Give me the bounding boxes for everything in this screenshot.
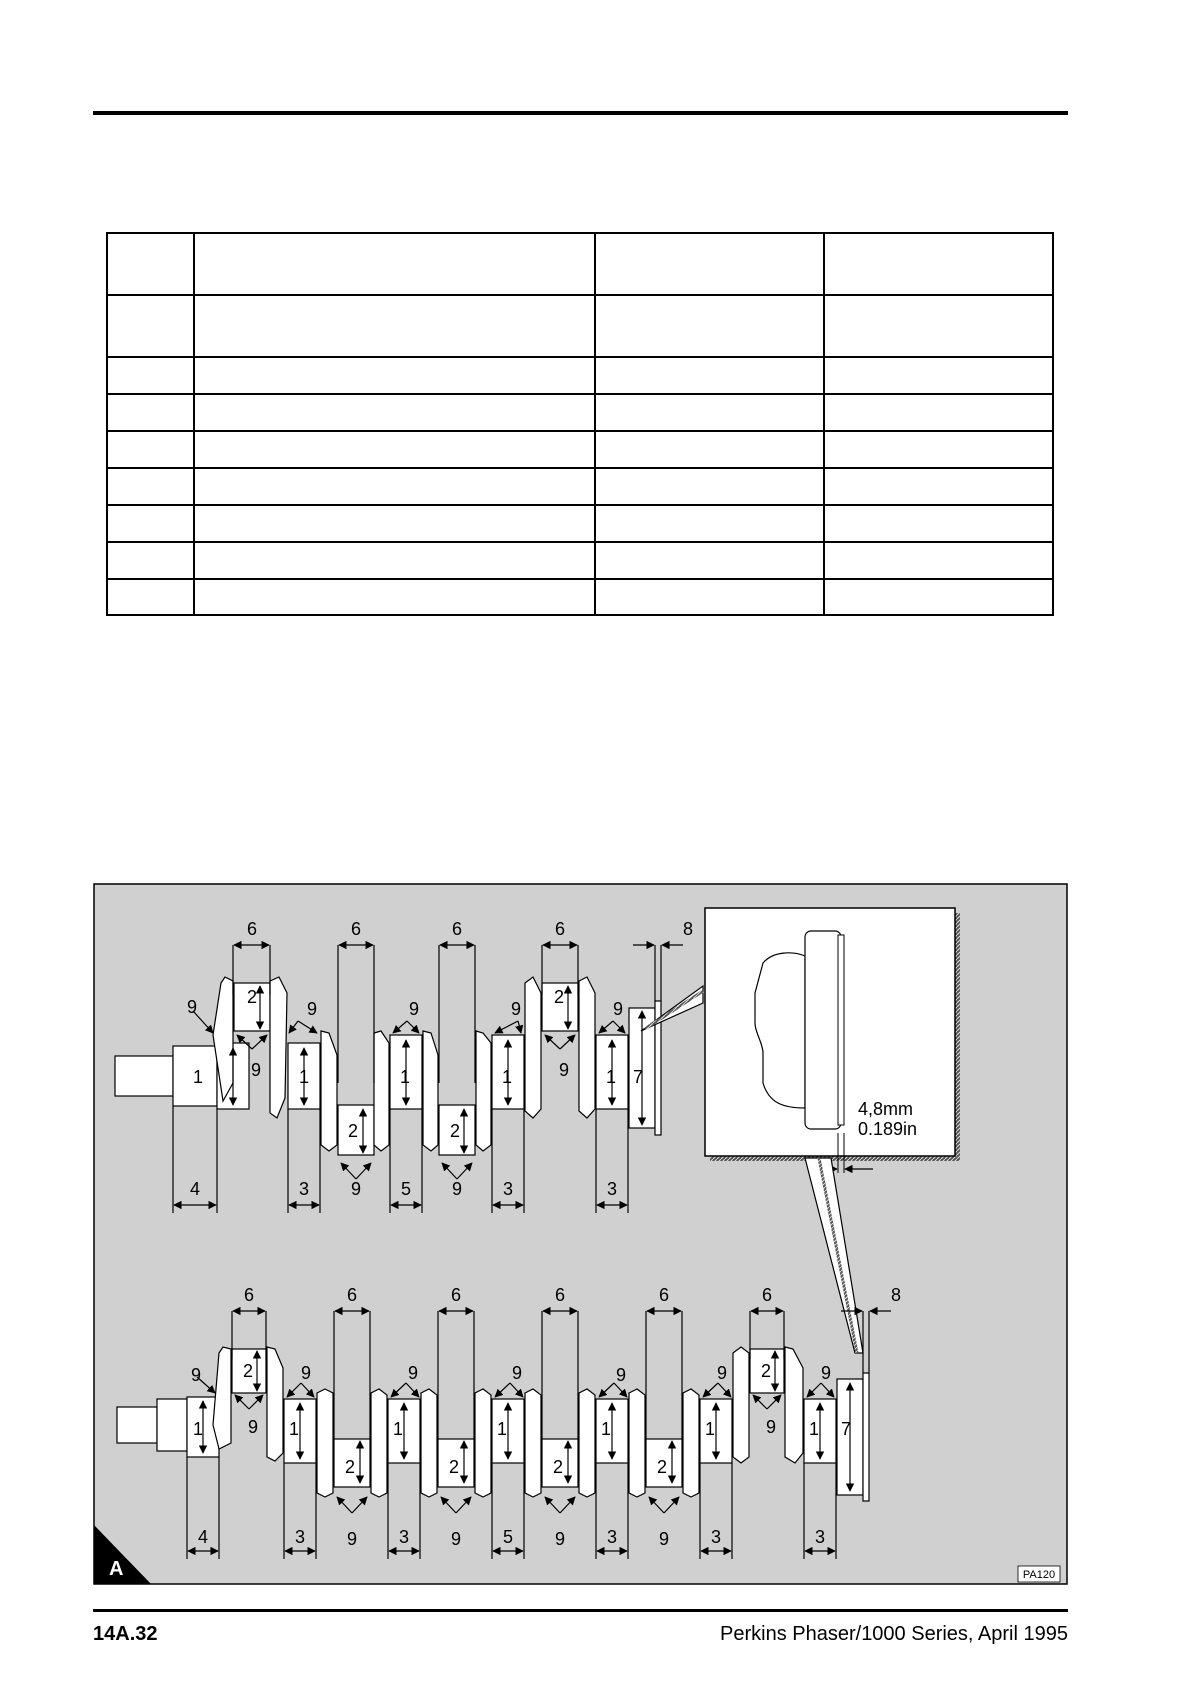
svg-text:1: 1 bbox=[809, 1419, 820, 1439]
table-cell bbox=[107, 431, 194, 468]
lower-dim-6f: 6 bbox=[761, 1285, 773, 1305]
svg-text:9: 9 bbox=[717, 1363, 728, 1383]
table-cell bbox=[107, 579, 194, 615]
table-cell bbox=[824, 431, 1053, 468]
svg-text:9: 9 bbox=[191, 1365, 202, 1385]
svg-text:1: 1 bbox=[705, 1419, 716, 1439]
lower-dim-6e: 6 bbox=[658, 1285, 670, 1305]
svg-text:1: 1 bbox=[497, 1419, 508, 1439]
svg-text:PA120: PA120 bbox=[1022, 1569, 1056, 1581]
table-cell bbox=[595, 357, 825, 394]
table-cell bbox=[595, 431, 825, 468]
table-cell bbox=[595, 468, 825, 505]
svg-text:9: 9 bbox=[307, 999, 318, 1019]
svg-text:A: A bbox=[109, 1558, 124, 1580]
svg-text:2: 2 bbox=[345, 1457, 356, 1477]
lower-bdim-i: 9 bbox=[658, 1529, 670, 1549]
svg-text:9: 9 bbox=[409, 999, 420, 1019]
upper-bdim-d: 5 bbox=[400, 1179, 412, 1199]
table-cell bbox=[194, 468, 595, 505]
table-cell bbox=[107, 505, 194, 542]
svg-text:9: 9 bbox=[301, 1363, 312, 1383]
upper-bdim-c: 9 bbox=[350, 1179, 362, 1199]
header-rule bbox=[93, 111, 1068, 115]
lower-bdim-f: 5 bbox=[502, 1527, 514, 1547]
svg-text:2: 2 bbox=[657, 1457, 668, 1477]
svg-text:9: 9 bbox=[248, 1417, 259, 1437]
lower-bdim-e: 9 bbox=[450, 1529, 462, 1549]
upper-bdim-f: 3 bbox=[502, 1179, 514, 1199]
svg-text:2: 2 bbox=[761, 1361, 772, 1381]
svg-text:9: 9 bbox=[613, 999, 624, 1019]
lower-bdim-g: 9 bbox=[554, 1529, 566, 1549]
lower-bdim-c: 9 bbox=[346, 1529, 358, 1549]
svg-text:2: 2 bbox=[449, 1457, 460, 1477]
lower-bdim-k: 3 bbox=[814, 1527, 826, 1547]
table-row bbox=[107, 431, 1053, 468]
svg-text:9: 9 bbox=[766, 1417, 777, 1437]
table-row bbox=[107, 505, 1053, 542]
lower-dim-6a: 6 bbox=[243, 1285, 255, 1305]
svg-text:9: 9 bbox=[559, 1060, 570, 1080]
lower-dim-6c: 6 bbox=[450, 1285, 462, 1305]
svg-text:7: 7 bbox=[633, 1067, 644, 1087]
upper-dim-6d: 6 bbox=[554, 919, 566, 939]
svg-text:2: 2 bbox=[553, 1457, 564, 1477]
lower-dim-8: 8 bbox=[890, 1285, 902, 1305]
table-cell bbox=[824, 233, 1053, 295]
table-cell bbox=[824, 357, 1053, 394]
upper-bdim-b: 3 bbox=[298, 1179, 310, 1199]
table-row bbox=[107, 357, 1053, 394]
table-row bbox=[107, 579, 1053, 615]
svg-text:9: 9 bbox=[821, 1363, 832, 1383]
svg-text:2: 2 bbox=[348, 1121, 359, 1141]
upper-dim-6c: 6 bbox=[451, 919, 463, 939]
upper-dim-6a: 6 bbox=[246, 919, 258, 939]
table-cell bbox=[824, 394, 1053, 431]
table-row bbox=[107, 295, 1053, 357]
svg-text:9: 9 bbox=[512, 1363, 523, 1383]
svg-text:7: 7 bbox=[841, 1419, 852, 1439]
svg-text:9: 9 bbox=[251, 1060, 262, 1080]
upper-bdim-a: 4 bbox=[189, 1179, 201, 1199]
upper-dim-8: 8 bbox=[682, 919, 694, 939]
svg-text:9: 9 bbox=[616, 1365, 627, 1385]
table-cell bbox=[595, 233, 825, 295]
table-cell bbox=[107, 233, 194, 295]
table-cell bbox=[194, 579, 595, 615]
table-cell bbox=[824, 579, 1053, 615]
table-row bbox=[107, 394, 1053, 431]
svg-text:2: 2 bbox=[554, 987, 565, 1007]
svg-text:9: 9 bbox=[511, 999, 522, 1019]
svg-text:1: 1 bbox=[193, 1419, 204, 1439]
svg-text:2: 2 bbox=[247, 987, 258, 1007]
table-cell bbox=[595, 542, 825, 579]
svg-text:1: 1 bbox=[193, 1067, 204, 1087]
upper-bdim-e: 9 bbox=[451, 1179, 463, 1199]
page-number: 14A.32 bbox=[93, 1623, 158, 1645]
upper-dim-6b: 6 bbox=[350, 919, 362, 939]
table-cell bbox=[194, 431, 595, 468]
table-cell bbox=[107, 295, 194, 357]
table-cell bbox=[194, 357, 595, 394]
svg-text:1: 1 bbox=[400, 1067, 411, 1087]
table-cell bbox=[194, 505, 595, 542]
publication-title: Perkins Phaser/1000 Series, April 1995 bbox=[720, 1623, 1068, 1645]
svg-text:1: 1 bbox=[502, 1067, 513, 1087]
table-cell bbox=[194, 295, 595, 357]
inset-in-label: 0.189in bbox=[858, 1119, 918, 1139]
table-cell bbox=[107, 357, 194, 394]
table-cell bbox=[595, 394, 825, 431]
table-row bbox=[107, 233, 1053, 295]
table-cell bbox=[824, 542, 1053, 579]
svg-text:1: 1 bbox=[393, 1419, 404, 1439]
table-cell bbox=[107, 468, 194, 505]
lower-bdim-j: 3 bbox=[710, 1527, 722, 1547]
svg-text:9: 9 bbox=[187, 997, 198, 1017]
crankshaft-figure bbox=[93, 883, 1068, 1585]
footer-rule bbox=[93, 1609, 1068, 1612]
lower-bdim-a: 4 bbox=[197, 1527, 209, 1547]
table-row bbox=[107, 542, 1053, 579]
table-cell bbox=[595, 505, 825, 542]
lower-bdim-b: 3 bbox=[294, 1527, 306, 1547]
table-cell bbox=[595, 579, 825, 615]
lower-dim-6d: 6 bbox=[554, 1285, 566, 1305]
lower-bdim-h: 3 bbox=[606, 1527, 618, 1547]
table-cell bbox=[107, 394, 194, 431]
table-cell bbox=[107, 542, 194, 579]
svg-text:2: 2 bbox=[450, 1121, 461, 1141]
lower-bdim-d: 3 bbox=[398, 1527, 410, 1547]
upper-bdim-g: 3 bbox=[606, 1179, 618, 1199]
table-cell bbox=[194, 542, 595, 579]
figure-ref-code bbox=[1018, 1566, 1060, 1582]
table-cell bbox=[824, 295, 1053, 357]
blank-table bbox=[106, 232, 1054, 616]
svg-text:1: 1 bbox=[289, 1419, 300, 1439]
table-cell bbox=[194, 233, 595, 295]
svg-text:1: 1 bbox=[601, 1419, 612, 1439]
table-cell bbox=[194, 394, 595, 431]
lower-dim-6b: 6 bbox=[346, 1285, 358, 1305]
inset-mm-label: 4,8mm bbox=[858, 1099, 914, 1119]
svg-text:9: 9 bbox=[408, 1363, 419, 1383]
svg-text:1: 1 bbox=[299, 1067, 310, 1087]
table-cell bbox=[824, 505, 1053, 542]
table-cell bbox=[595, 295, 825, 357]
svg-text:1: 1 bbox=[606, 1067, 617, 1087]
table-cell bbox=[824, 468, 1053, 505]
svg-text:2: 2 bbox=[243, 1361, 254, 1381]
table-row bbox=[107, 468, 1053, 505]
